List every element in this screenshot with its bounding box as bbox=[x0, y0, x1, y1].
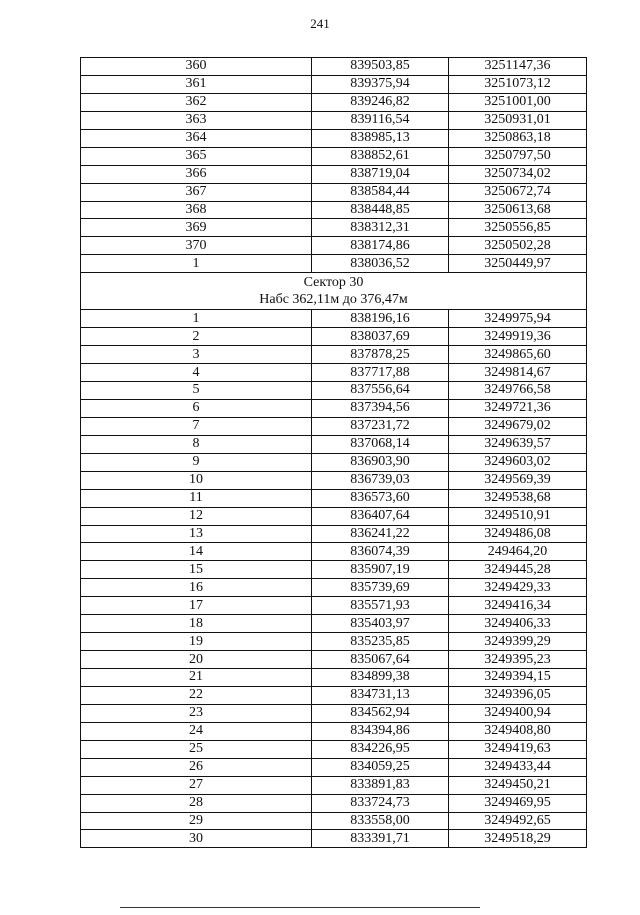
y-coordinate-cell: 3249510,91 bbox=[449, 507, 587, 525]
table-row bbox=[81, 364, 587, 382]
y-coordinate-cell: 3250613,68 bbox=[449, 201, 587, 219]
x-coordinate-cell: 837878,25 bbox=[312, 346, 449, 364]
point-number-cell: 361 bbox=[81, 75, 312, 93]
point-number-cell: 18 bbox=[81, 615, 312, 633]
x-coordinate-cell: 839503,85 bbox=[312, 58, 449, 76]
sector-title: Сектор 30 bbox=[303, 275, 364, 291]
point-number-cell: 11 bbox=[81, 489, 312, 507]
y-coordinate-cell: 3249400,94 bbox=[449, 704, 587, 722]
point-number-cell: 15 bbox=[81, 561, 312, 579]
point-number-cell: 4 bbox=[81, 364, 312, 382]
sector-subtitle: Набс 362,11м до 376,47м bbox=[259, 292, 408, 308]
page-number: 241 bbox=[310, 16, 330, 31]
sector-header-body bbox=[81, 273, 587, 310]
point-number-cell: 12 bbox=[81, 507, 312, 525]
y-coordinate-cell: 3249538,68 bbox=[449, 489, 587, 507]
point-number-cell: 29 bbox=[81, 812, 312, 830]
table-row bbox=[81, 669, 587, 687]
x-coordinate-cell: 838174,86 bbox=[312, 237, 449, 255]
x-coordinate-cell: 836903,90 bbox=[312, 453, 449, 471]
point-number-cell: 20 bbox=[81, 651, 312, 669]
table-row bbox=[81, 310, 587, 328]
x-coordinate-cell: 833391,71 bbox=[312, 830, 449, 848]
x-coordinate-cell: 834899,38 bbox=[312, 669, 449, 687]
point-number-cell: 3 bbox=[81, 346, 312, 364]
y-coordinate-cell: 3250502,28 bbox=[449, 237, 587, 255]
x-coordinate-cell: 835067,64 bbox=[312, 651, 449, 669]
point-number-cell: 8 bbox=[81, 435, 312, 453]
y-coordinate-cell: 3250449,97 bbox=[449, 255, 587, 273]
x-coordinate-cell: 838196,16 bbox=[312, 310, 449, 328]
point-number-cell: 360 bbox=[81, 58, 312, 76]
table-row bbox=[81, 346, 587, 364]
table-body-after bbox=[81, 310, 587, 848]
x-coordinate-cell: 838312,31 bbox=[312, 219, 449, 237]
table-row bbox=[81, 417, 587, 435]
table-row bbox=[81, 651, 587, 669]
x-coordinate-cell: 836573,60 bbox=[312, 489, 449, 507]
x-coordinate-cell: 838852,61 bbox=[312, 147, 449, 165]
table-row bbox=[81, 507, 587, 525]
point-number-cell: 369 bbox=[81, 219, 312, 237]
x-coordinate-cell: 838037,69 bbox=[312, 328, 449, 346]
table-row bbox=[81, 579, 587, 597]
y-coordinate-cell: 3249419,63 bbox=[449, 740, 587, 758]
y-coordinate-cell: 3249396,05 bbox=[449, 686, 587, 704]
x-coordinate-cell: 836074,39 bbox=[312, 543, 449, 561]
point-number-cell: 9 bbox=[81, 453, 312, 471]
point-number-cell: 14 bbox=[81, 543, 312, 561]
y-coordinate-cell: 3250863,18 bbox=[449, 129, 587, 147]
table-row bbox=[81, 722, 587, 740]
table-row bbox=[81, 633, 587, 651]
sector-header-cell bbox=[81, 273, 587, 310]
coordinates-table bbox=[80, 57, 587, 848]
table-row bbox=[81, 686, 587, 704]
point-number-cell: 26 bbox=[81, 758, 312, 776]
x-coordinate-cell: 834562,94 bbox=[312, 704, 449, 722]
x-coordinate-cell: 837394,56 bbox=[312, 399, 449, 417]
table-row bbox=[81, 561, 587, 579]
x-coordinate-cell: 835403,97 bbox=[312, 615, 449, 633]
point-number-cell: 27 bbox=[81, 776, 312, 794]
x-coordinate-cell: 835571,93 bbox=[312, 597, 449, 615]
table-row bbox=[81, 93, 587, 111]
y-coordinate-cell: 3249721,36 bbox=[449, 399, 587, 417]
x-coordinate-cell: 837231,72 bbox=[312, 417, 449, 435]
y-coordinate-cell: 3249814,67 bbox=[449, 364, 587, 382]
y-coordinate-cell: 3249766,58 bbox=[449, 382, 587, 400]
y-coordinate-cell: 3249406,33 bbox=[449, 615, 587, 633]
point-number-cell: 24 bbox=[81, 722, 312, 740]
point-number-cell: 6 bbox=[81, 399, 312, 417]
point-number-cell: 2 bbox=[81, 328, 312, 346]
table-row bbox=[81, 776, 587, 794]
table-row bbox=[81, 328, 587, 346]
table-row bbox=[81, 147, 587, 165]
point-number-cell: 367 bbox=[81, 183, 312, 201]
y-coordinate-cell: 3249445,28 bbox=[449, 561, 587, 579]
y-coordinate-cell: 3249469,95 bbox=[449, 794, 587, 812]
y-coordinate-cell: 3251001,00 bbox=[449, 93, 587, 111]
point-number-cell: 16 bbox=[81, 579, 312, 597]
point-number-cell: 22 bbox=[81, 686, 312, 704]
table-row bbox=[81, 237, 587, 255]
y-coordinate-cell: 3249603,02 bbox=[449, 453, 587, 471]
x-coordinate-cell: 837068,14 bbox=[312, 435, 449, 453]
y-coordinate-cell: 3251147,36 bbox=[449, 58, 587, 76]
point-number-cell: 10 bbox=[81, 471, 312, 489]
point-number-cell: 370 bbox=[81, 237, 312, 255]
x-coordinate-cell: 835907,19 bbox=[312, 561, 449, 579]
point-number-cell: 23 bbox=[81, 704, 312, 722]
table-row bbox=[81, 740, 587, 758]
x-coordinate-cell: 836407,64 bbox=[312, 507, 449, 525]
table-row bbox=[81, 812, 587, 830]
table-row bbox=[81, 399, 587, 417]
table-row bbox=[81, 111, 587, 129]
y-coordinate-cell: 3250556,85 bbox=[449, 219, 587, 237]
y-coordinate-cell: 3249865,60 bbox=[449, 346, 587, 364]
x-coordinate-cell: 834394,86 bbox=[312, 722, 449, 740]
x-coordinate-cell: 839375,94 bbox=[312, 75, 449, 93]
table-row bbox=[81, 75, 587, 93]
x-coordinate-cell: 838584,44 bbox=[312, 183, 449, 201]
table-row bbox=[81, 471, 587, 489]
y-coordinate-cell: 3250797,50 bbox=[449, 147, 587, 165]
y-coordinate-cell: 3250734,02 bbox=[449, 165, 587, 183]
y-coordinate-cell: 3250931,01 bbox=[449, 111, 587, 129]
point-number-cell: 21 bbox=[81, 669, 312, 687]
y-coordinate-cell: 3250672,74 bbox=[449, 183, 587, 201]
sector-header-row bbox=[81, 273, 587, 310]
x-coordinate-cell: 838985,13 bbox=[312, 129, 449, 147]
x-coordinate-cell: 837717,88 bbox=[312, 364, 449, 382]
point-number-cell: 368 bbox=[81, 201, 312, 219]
y-coordinate-cell: 3249394,15 bbox=[449, 669, 587, 687]
table-row bbox=[81, 704, 587, 722]
y-coordinate-cell: 3249486,08 bbox=[449, 525, 587, 543]
point-number-cell: 1 bbox=[81, 255, 312, 273]
x-coordinate-cell: 839116,54 bbox=[312, 111, 449, 129]
table-row bbox=[81, 489, 587, 507]
point-number-cell: 362 bbox=[81, 93, 312, 111]
y-coordinate-cell: 3249450,21 bbox=[449, 776, 587, 794]
y-coordinate-cell: 3249408,80 bbox=[449, 722, 587, 740]
y-coordinate-cell: 3249975,94 bbox=[449, 310, 587, 328]
table-row bbox=[81, 615, 587, 633]
x-coordinate-cell: 836241,22 bbox=[312, 525, 449, 543]
point-number-cell: 366 bbox=[81, 165, 312, 183]
point-number-cell: 28 bbox=[81, 794, 312, 812]
x-coordinate-cell: 838448,85 bbox=[312, 201, 449, 219]
point-number-cell: 364 bbox=[81, 129, 312, 147]
table-row bbox=[81, 255, 587, 273]
point-number-cell: 365 bbox=[81, 147, 312, 165]
y-coordinate-cell: 3249919,36 bbox=[449, 328, 587, 346]
y-coordinate-cell: 3249416,34 bbox=[449, 597, 587, 615]
table-row bbox=[81, 129, 587, 147]
x-coordinate-cell: 835739,69 bbox=[312, 579, 449, 597]
point-number-cell: 13 bbox=[81, 525, 312, 543]
x-coordinate-cell: 833724,73 bbox=[312, 794, 449, 812]
point-number-cell: 363 bbox=[81, 111, 312, 129]
x-coordinate-cell: 834731,13 bbox=[312, 686, 449, 704]
table-row bbox=[81, 219, 587, 237]
y-coordinate-cell: 3249492,65 bbox=[449, 812, 587, 830]
table-row bbox=[81, 183, 587, 201]
table-row bbox=[81, 525, 587, 543]
x-coordinate-cell: 834226,95 bbox=[312, 740, 449, 758]
point-number-cell: 19 bbox=[81, 633, 312, 651]
x-coordinate-cell: 836739,03 bbox=[312, 471, 449, 489]
y-coordinate-cell: 3251073,12 bbox=[449, 75, 587, 93]
x-coordinate-cell: 834059,25 bbox=[312, 758, 449, 776]
table-row bbox=[81, 382, 587, 400]
x-coordinate-cell: 835235,85 bbox=[312, 633, 449, 651]
y-coordinate-cell: 3249399,29 bbox=[449, 633, 587, 651]
table-row bbox=[81, 201, 587, 219]
point-number-cell: 1 bbox=[81, 310, 312, 328]
x-coordinate-cell: 839246,82 bbox=[312, 93, 449, 111]
table-row bbox=[81, 597, 587, 615]
y-coordinate-cell: 3249679,02 bbox=[449, 417, 587, 435]
table-row bbox=[81, 794, 587, 812]
x-coordinate-cell: 833558,00 bbox=[312, 812, 449, 830]
x-coordinate-cell: 838036,52 bbox=[312, 255, 449, 273]
y-coordinate-cell: 3249429,33 bbox=[449, 579, 587, 597]
y-coordinate-cell: 3249518,29 bbox=[449, 830, 587, 848]
x-coordinate-cell: 838719,04 bbox=[312, 165, 449, 183]
point-number-cell: 7 bbox=[81, 417, 312, 435]
bottom-rule bbox=[120, 907, 480, 908]
table-row bbox=[81, 830, 587, 848]
table-row bbox=[81, 165, 587, 183]
y-coordinate-cell: 3249433,44 bbox=[449, 758, 587, 776]
point-number-cell: 30 bbox=[81, 830, 312, 848]
table-row bbox=[81, 453, 587, 471]
y-coordinate-cell: 3249395,23 bbox=[449, 651, 587, 669]
table-row bbox=[81, 758, 587, 776]
table-row bbox=[81, 58, 587, 76]
y-coordinate-cell: 249464,20 bbox=[449, 543, 587, 561]
point-number-cell: 5 bbox=[81, 382, 312, 400]
point-number-cell: 17 bbox=[81, 597, 312, 615]
y-coordinate-cell: 3249569,39 bbox=[449, 471, 587, 489]
table-body-before bbox=[81, 58, 587, 273]
table-row bbox=[81, 435, 587, 453]
point-number-cell: 25 bbox=[81, 740, 312, 758]
table-row bbox=[81, 543, 587, 561]
y-coordinate-cell: 3249639,57 bbox=[449, 435, 587, 453]
x-coordinate-cell: 837556,64 bbox=[312, 382, 449, 400]
x-coordinate-cell: 833891,83 bbox=[312, 776, 449, 794]
